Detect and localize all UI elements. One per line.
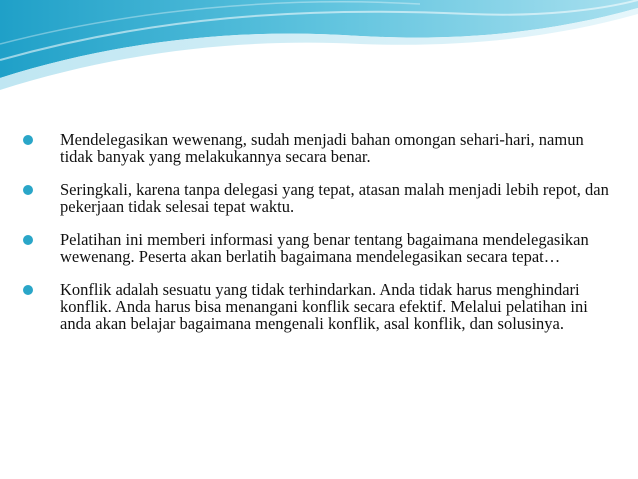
bullet-text: Pelatihan ini memberi informasi yang benar tentang bagaimana mendelegasikan wewenang. Peserta akan berlatih bagaimana mendelegasikan secara tepat… (60, 230, 589, 266)
bullet-icon (22, 134, 34, 146)
bullet-icon (22, 284, 34, 296)
list-item (20, 281, 620, 332)
list-item (20, 181, 620, 215)
bullet-text: Seringkali, karena tanpa delegasi yang tepat, atasan malah menjadi lebih repot, dan pekerjaan tidak selesai tepat waktu. (60, 180, 609, 216)
bullet-text: Konflik adalah sesuatu yang tidak terhindarkan. Anda tidak harus menghindari konflik. Anda harus bisa menangani konflik secara efektif. Melalui pelatihan ini anda akan belajar bagaimana mengenali konflik, asal konflik, dan solusinya. (60, 280, 588, 333)
bullet-list (20, 131, 620, 348)
list-item (20, 131, 620, 165)
header-wave-decoration (0, 0, 638, 90)
bullet-text: Mendelegasikan wewenang, sudah menjadi bahan omongan sehari-hari, namun tidak banyak yang melakukannya secara benar. (60, 130, 584, 166)
list-item (20, 231, 620, 265)
bullet-icon (22, 234, 34, 246)
bullet-icon (22, 184, 34, 196)
